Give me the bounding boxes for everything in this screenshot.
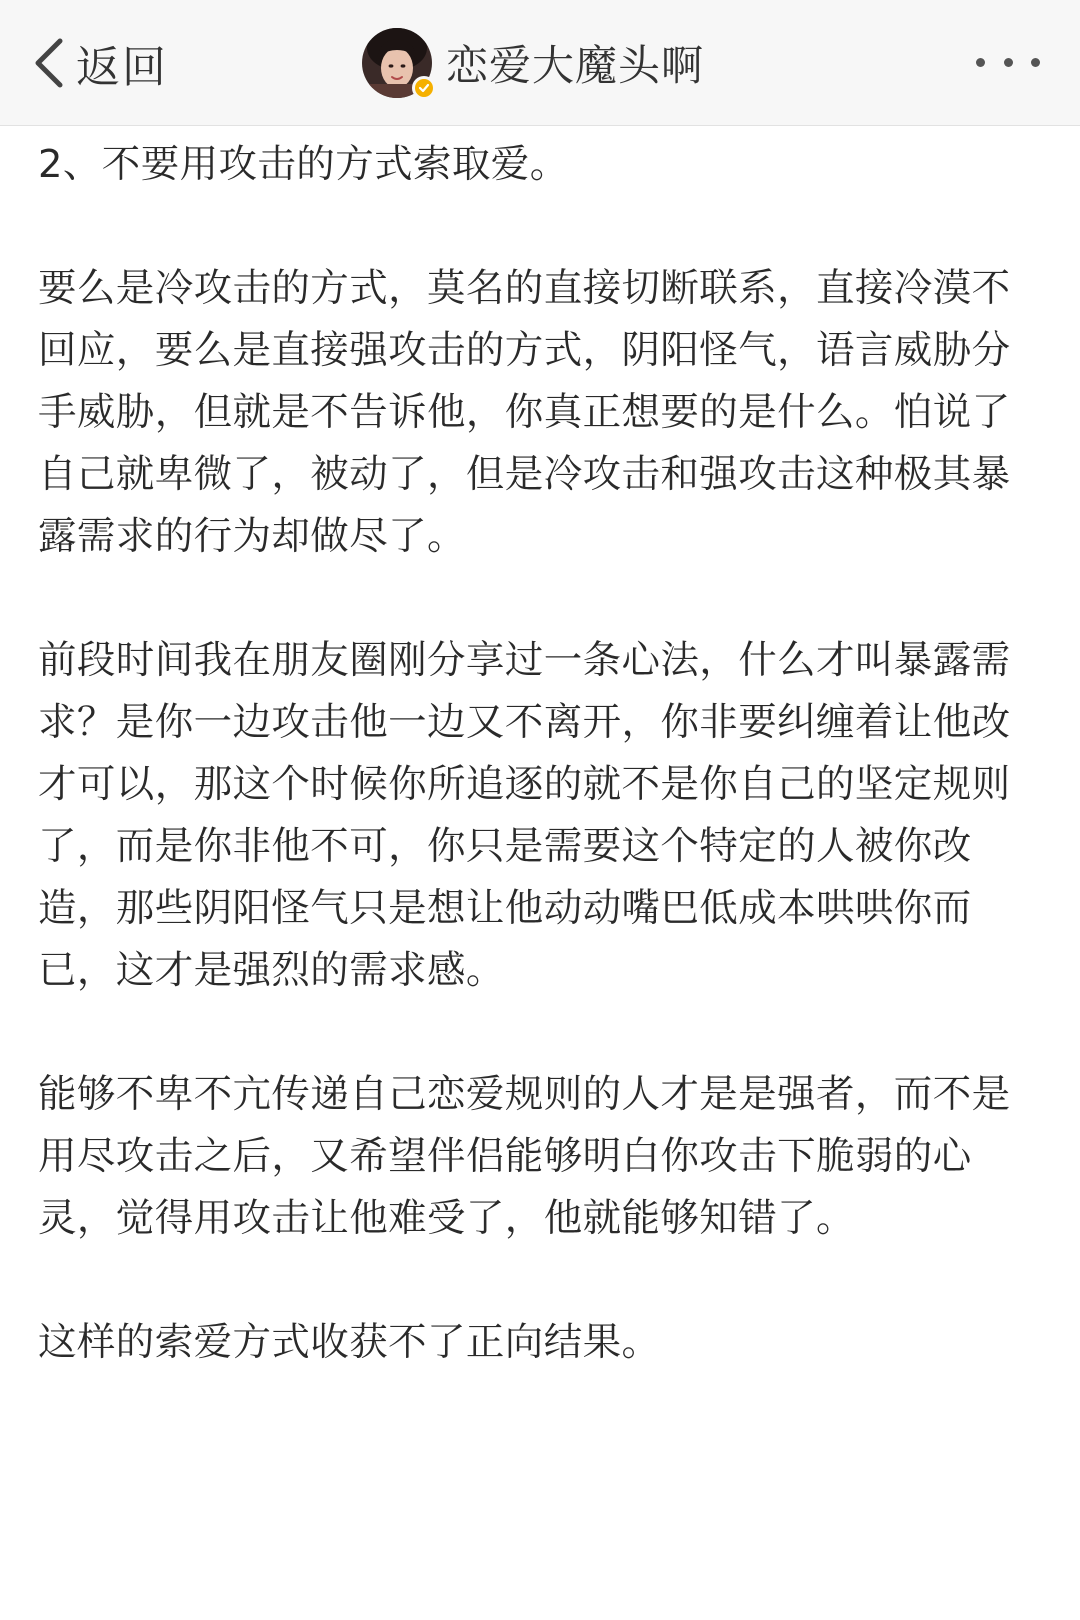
- paragraph: 要么是冷攻击的方式，莫名的直接切断联系，直接冷漠不回应，要么是直接强攻击的方式，阴阳怪气，语言威胁分手威胁，但就是不告诉他，你真正想要的是什么。怕说了自己就卑微了，被动了，但是冷攻击和强攻击这种极其暴露需求的行为却做尽了。: [38, 266, 1011, 559]
- back-button[interactable]: [30, 30, 168, 96]
- more-horizontal-icon: [1031, 58, 1040, 67]
- more-horizontal-icon: [976, 58, 985, 67]
- more-horizontal-icon: [1004, 58, 1013, 67]
- article-body: [38, 134, 1048, 1374]
- top-nav-bar: [0, 0, 1080, 126]
- more-options-button[interactable]: [976, 44, 1040, 80]
- profile-header[interactable]: [362, 28, 704, 98]
- paragraph-heading: 2、不要用攻击的方式索取爱。: [38, 142, 569, 187]
- avatar[interactable]: [362, 28, 432, 98]
- chevron-left-icon: [30, 35, 70, 91]
- paragraph: 前段时间我在朋友圈刚分享过一条心法，什么才叫暴露需求？是你一边攻击他一边又不离开，你非要纠缠着让他改才可以，那这个时候你所追逐的就不是你自己的坚定规则了，而是你非他不可，你只是需要这个特定的人被你改造，那些阴阳怪气只是想让他动动嘴巴低成本哄哄你而已，这才是强烈的需求感。: [38, 638, 1011, 993]
- paragraph-conclusion: 这样的索爱方式收获不了正向结果。: [38, 1320, 661, 1365]
- paragraph: 能够不卑不亢传递自己恋爱规则的人才是是强者，而不是用尽攻击之后，又希望伴侣能够明白你攻击下脆弱的心灵，觉得用攻击让他难受了，他就能够知错了。: [38, 1072, 1011, 1241]
- back-label: 返回: [76, 42, 168, 93]
- username[interactable]: 恋爱大魔头啊: [446, 41, 705, 90]
- verified-badge-icon: [412, 76, 436, 100]
